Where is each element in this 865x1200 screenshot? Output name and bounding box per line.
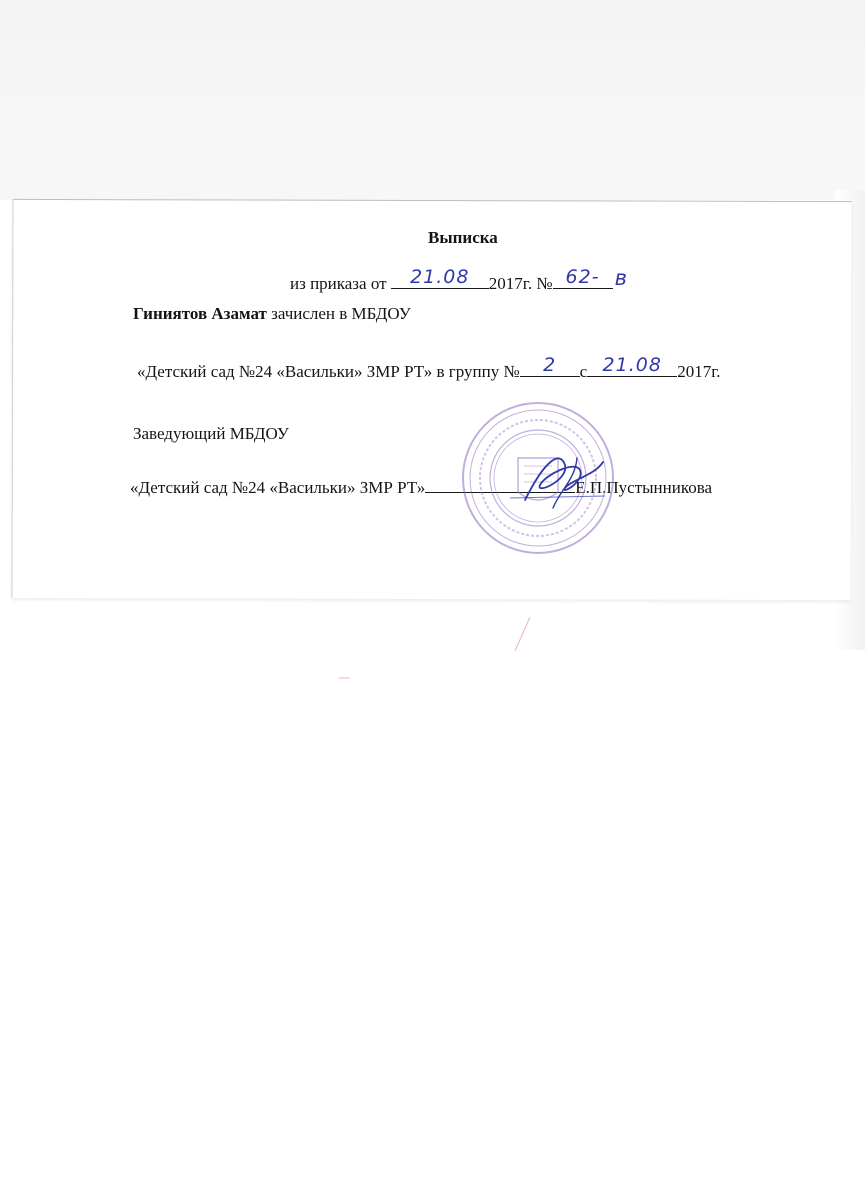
handwritten-signature-icon — [505, 440, 615, 520]
signatory-name: Е.П.Пустынникова — [575, 478, 713, 497]
group-number-handwritten: 2 — [543, 354, 557, 376]
scanner-background-top — [0, 0, 865, 200]
paper-sheet — [11, 199, 851, 600]
group-since-label: с — [579, 362, 588, 381]
student-enrolled-text: зачислен в МБДОУ — [271, 304, 411, 323]
group-date-handwritten: 21.08 — [602, 354, 662, 376]
student-name: Гиниятов Азамат — [133, 304, 267, 323]
order-prefix: из приказа от — [290, 274, 387, 293]
order-number-letter: в — [614, 266, 628, 290]
group-year: 2017г. — [677, 362, 721, 381]
student-line — [133, 304, 411, 324]
order-number-field — [553, 266, 613, 289]
signatory-position: Заведующий МБДОУ — [133, 424, 289, 443]
red-dot-mark-icon — [338, 675, 352, 681]
order-year-suffix: 2017г. № — [488, 274, 553, 293]
red-pen-mark-icon — [505, 615, 535, 655]
order-date-handwritten: 21.08 — [410, 266, 470, 288]
order-date-field — [391, 266, 489, 289]
signatory-line — [130, 474, 712, 498]
group-date-field — [587, 354, 677, 377]
order-number-handwritten: 62- — [565, 266, 600, 288]
order-line — [290, 266, 628, 294]
signatory-institution: «Детский сад №24 «Васильки» ЗМР РТ» — [130, 478, 426, 497]
group-number-field — [520, 354, 580, 377]
group-line — [137, 354, 721, 382]
document-title: Выписка — [428, 228, 498, 247]
group-institution: «Детский сад №24 «Васильки» ЗМР РТ» в группу № — [137, 362, 520, 381]
